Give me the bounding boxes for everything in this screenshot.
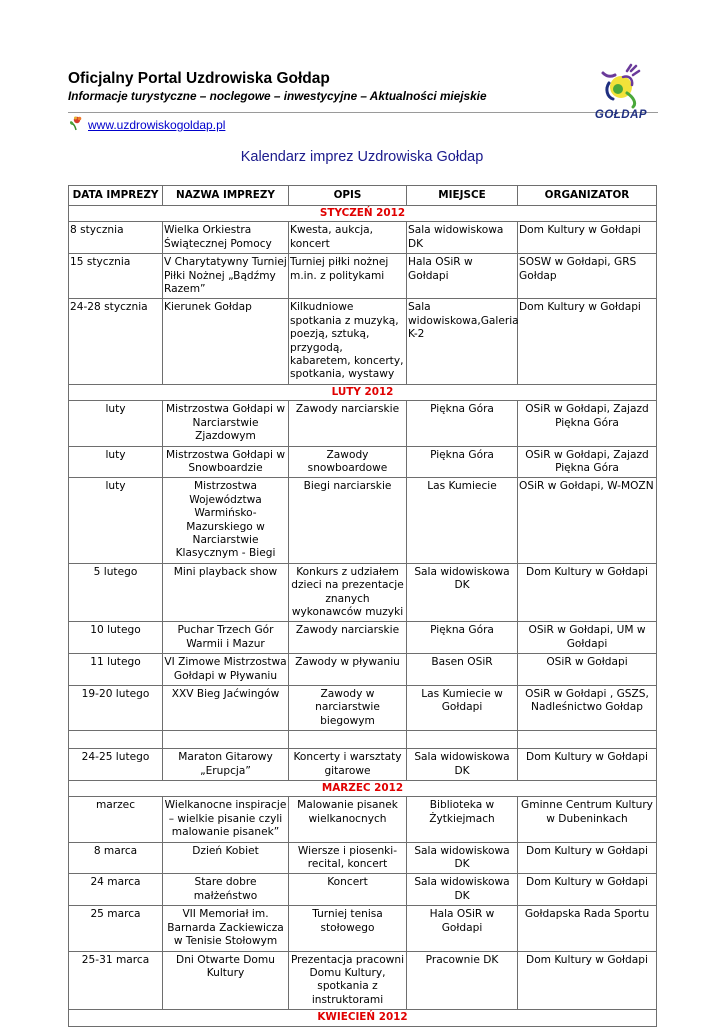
event-description: Konkurs z udziałem dzieci na prezentacje znanych wykonawców muzyki — [289, 563, 407, 622]
event-organizer: OSiR w Gołdapi — [518, 654, 657, 686]
event-description: Kilkudniowe spotkania z muzyką, poezją, sztuką, przygodą, kabaretem, koncerty, spotkania, wystawy — [289, 299, 407, 384]
calendar-title: Kalendarz imprez Uzdrowiska Gołdap — [240, 149, 484, 165]
portal-subtitle: Informacje turystyczne – noclegowe – inwestycyjne – Aktualności miejskie — [68, 89, 487, 103]
table-row — [69, 874, 657, 906]
event-name: Wielkanocne inspiracje – wielkie pisanie czyli malowanie pisanek” — [163, 797, 289, 842]
event-description: Koncerty i warsztaty gitarowe — [289, 749, 407, 781]
empty-cell — [289, 731, 407, 749]
event-organizer: Gołdapska Rada Sportu — [518, 906, 657, 951]
event-location: Hala OSiR w Gołdapi — [407, 254, 518, 299]
event-organizer: Dom Kultury w Gołdapi — [518, 563, 657, 622]
event-location: Sala widowiskowa DK — [407, 563, 518, 622]
goldap-logo — [583, 63, 659, 131]
logo-wordmark: GOŁDAP — [594, 109, 648, 121]
event-organizer: Dom Kultury w Gołdapi — [518, 842, 657, 874]
event-description: Zawody narciarskie — [289, 401, 407, 446]
column-header: OPIS — [289, 186, 407, 206]
event-name: Mistrzostwa Gołdapi w Snowboardzie — [163, 446, 289, 478]
website-link[interactable]: www.uzdrowiskogoldap.pl — [88, 118, 226, 132]
event-description: Turniej piłki nożnej m.in. z politykami — [289, 254, 407, 299]
event-name: V Charytatywny Turniej Piłki Nożnej „Bądźmy Razem” — [163, 254, 289, 299]
event-organizer: Dom Kultury w Gołdapi — [518, 951, 657, 1010]
table-row — [69, 749, 657, 781]
event-name: Stare dobre małżeństwo — [163, 874, 289, 906]
event-location: Sala widowiskowa DK — [407, 874, 518, 906]
event-date: 24 marca — [69, 874, 163, 906]
event-organizer: Gminne Centrum Kultury w Dubeninkach — [518, 797, 657, 842]
event-date: 15 stycznia — [69, 254, 163, 299]
event-location: Las Kumiecie w Gołdapi — [407, 686, 518, 731]
event-organizer: Dom Kultury w Gołdapi — [518, 749, 657, 781]
event-description: Zawody narciarskie — [289, 622, 407, 654]
event-organizer: SOSW w Gołdapi, GRS Gołdap — [518, 254, 657, 299]
event-name: VI Zimowe Mistrzostwa Gołdapi w Pływaniu — [163, 654, 289, 686]
column-header: NAZWA IMPREZY — [163, 186, 289, 206]
empty-row — [69, 731, 657, 749]
portal-title: Oficjalny Portal Uzdrowiska Gołdap — [68, 70, 330, 87]
table-row — [69, 654, 657, 686]
event-date: luty — [69, 401, 163, 446]
event-location: Piękna Góra — [407, 401, 518, 446]
event-location: Biblioteka w Żytkiejmach — [407, 797, 518, 842]
event-date: 19-20 lutego — [69, 686, 163, 731]
event-description: Zawody w narciarstwie biegowym — [289, 686, 407, 731]
table-row — [69, 401, 657, 446]
logo-figure-icon — [583, 63, 659, 113]
empty-cell — [163, 731, 289, 749]
event-date: 25 marca — [69, 906, 163, 951]
event-date: 24-25 lutego — [69, 749, 163, 781]
event-name: Mini playback show — [163, 563, 289, 622]
event-name: Wielka Orkiestra Świątecznej Pomocy — [163, 222, 289, 254]
event-description: Zawody snowboardowe — [289, 446, 407, 478]
table-row — [69, 299, 657, 384]
event-description: Prezentacja pracowni Domu Kultury, spotkania z instruktorami — [289, 951, 407, 1010]
month-row — [69, 384, 657, 400]
event-date: 8 marca — [69, 842, 163, 874]
event-description: Zawody w pływaniu — [289, 654, 407, 686]
table-row — [69, 842, 657, 874]
table-row — [69, 951, 657, 1010]
empty-cell — [407, 731, 518, 749]
event-location: Sala widowiskowa DK — [407, 842, 518, 874]
month-row — [69, 781, 657, 797]
event-organizer: OSiR w Gołdapi, UM w Gołdapi — [518, 622, 657, 654]
event-location: Piękna Góra — [407, 622, 518, 654]
table-row — [69, 446, 657, 478]
event-description: Biegi narciarskie — [289, 478, 407, 563]
event-date: luty — [69, 446, 163, 478]
event-description: Koncert — [289, 874, 407, 906]
table-row — [69, 622, 657, 654]
flower-icon — [68, 115, 84, 135]
event-location: Sala widowiskowa DK — [407, 222, 518, 254]
month-label: KWIECIEŃ 2012 — [69, 1010, 657, 1026]
table-row — [69, 686, 657, 731]
event-date: 11 lutego — [69, 654, 163, 686]
month-label: MARZEC 2012 — [69, 781, 657, 797]
event-name: Mistrzostwa Województwa Warmińsko-Mazurskiego w Narciarstwie Klasycznym - Biegi — [163, 478, 289, 563]
event-name: Puchar Trzech Gór Warmii i Mazur — [163, 622, 289, 654]
event-name: Mistrzostwa Gołdapi w Narciarstwie Zjazdowym — [163, 401, 289, 446]
event-organizer: OSiR w Gołdapi , GSZS, Nadleśnictwo Gołdap — [518, 686, 657, 731]
event-date: marzec — [69, 797, 163, 842]
month-label: LUTY 2012 — [69, 384, 657, 400]
empty-cell — [69, 731, 163, 749]
event-date: 25-31 marca — [69, 951, 163, 1010]
event-name: Dzień Kobiet — [163, 842, 289, 874]
event-date: 24-28 stycznia — [69, 299, 163, 384]
event-description: Turniej tenisa stołowego — [289, 906, 407, 951]
events-table — [68, 185, 657, 1027]
header-divider — [68, 112, 658, 113]
event-name: XXV Bieg Jaćwingów — [163, 686, 289, 731]
event-location: Hala OSiR w Gołdapi — [407, 906, 518, 951]
event-name: Maraton Gitarowy „Erupcja” — [163, 749, 289, 781]
table-row — [69, 563, 657, 622]
event-location: Pracownie DK — [407, 951, 518, 1010]
month-row — [69, 206, 657, 222]
event-organizer: Dom Kultury w Gołdapi — [518, 222, 657, 254]
table-header-row — [69, 186, 657, 206]
event-location: Sala widowiskowa DK — [407, 749, 518, 781]
event-organizer: OSiR w Gołdapi, W-MOZN — [518, 478, 657, 563]
event-description: Kwesta, aukcja, koncert — [289, 222, 407, 254]
event-location: Basen OSiR — [407, 654, 518, 686]
event-date: 10 lutego — [69, 622, 163, 654]
event-name: Kierunek Gołdap — [163, 299, 289, 384]
event-organizer: Dom Kultury w Gołdapi — [518, 874, 657, 906]
event-description: Wiersze i piosenki-recital, koncert — [289, 842, 407, 874]
event-date: 8 stycznia — [69, 222, 163, 254]
event-name: VII Memoriał im. Barnarda Zackiewicza w Tenisie Stołowym — [163, 906, 289, 951]
table-row — [69, 478, 657, 563]
table-row — [69, 797, 657, 842]
column-header: MIEJSCE — [407, 186, 518, 206]
event-date: luty — [69, 478, 163, 563]
event-date: 5 lutego — [69, 563, 163, 622]
event-location: Las Kumiecie — [407, 478, 518, 563]
event-description: Malowanie pisanek wielkanocnych — [289, 797, 407, 842]
event-name: Dni Otwarte Domu Kultury — [163, 951, 289, 1010]
event-organizer: Dom Kultury w Gołdapi — [518, 299, 657, 384]
website-row — [68, 116, 225, 134]
event-location: Sala widowiskowa,Galeria K-2 — [407, 299, 518, 384]
event-organizer: OSiR w Gołdapi, Zajazd Piękna Góra — [518, 401, 657, 446]
table-row — [69, 222, 657, 254]
column-header: ORGANIZATOR — [518, 186, 657, 206]
event-organizer: OSiR w Gołdapi, Zajazd Piękna Góra — [518, 446, 657, 478]
event-location: Piękna Góra — [407, 446, 518, 478]
empty-cell — [518, 731, 657, 749]
table-row — [69, 906, 657, 951]
month-label: STYCZEŃ 2012 — [69, 206, 657, 222]
column-header: DATA IMPREZY — [69, 186, 163, 206]
table-row — [69, 254, 657, 299]
